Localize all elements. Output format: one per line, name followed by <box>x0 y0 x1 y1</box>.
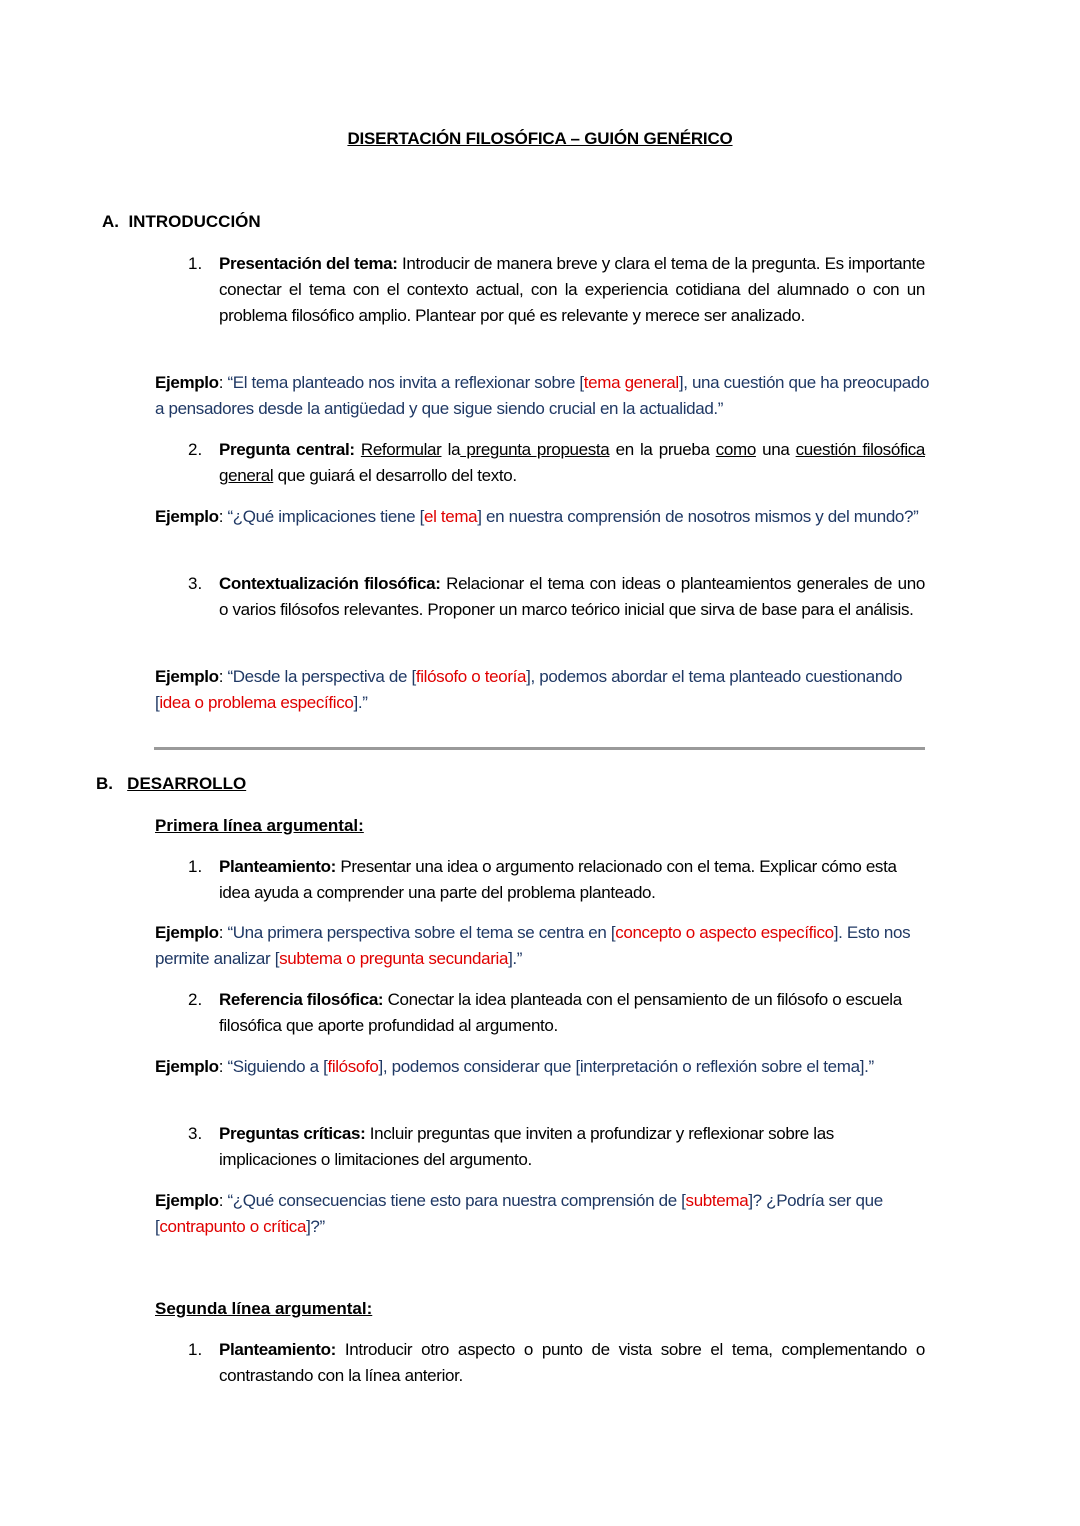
example-text: “¿Qué implicaciones tiene [ <box>227 507 424 526</box>
example-label: Ejemplo <box>155 923 219 942</box>
example-text: ], podemos abordar el tema planteado cuestionando [ <box>155 667 903 712</box>
intro-item-1 <box>188 251 925 329</box>
example-placeholder: filósofo o teoría <box>415 667 527 686</box>
example-text: ]. Esto nos permite analizar [ <box>155 923 911 968</box>
item-label: Planteamiento: <box>219 1340 336 1359</box>
item-number: 3. <box>188 574 203 593</box>
item-number: 2. <box>188 990 203 1009</box>
intro-item-3 <box>188 571 925 623</box>
item-text: Relacionar el tema con ideas o planteamientos generales de uno o varios filósofos relevantes. Proponer un marco teórico inicial que sirva de base para el análisis. <box>219 574 925 619</box>
example-placeholder: tema general <box>583 373 679 392</box>
first-line-heading: Primera línea argumental: <box>155 816 364 835</box>
item-number: 3. <box>188 1124 203 1143</box>
item-text: Conectar la idea planteada con el pensamiento de un filósofo o escuela filosófica que aporte profundidad al argumento. <box>219 990 902 1035</box>
item-text-underlined: Reformular <box>360 440 442 459</box>
section-a-heading <box>102 212 261 232</box>
example-text: “El tema planteado nos invita a reflexionar sobre [ <box>227 373 584 392</box>
example-label: Ejemplo <box>155 373 219 392</box>
example-text: ]? ¿Podría ser que [ <box>155 1191 883 1236</box>
item-text: Incluir preguntas que inviten a profundizar y reflexionar sobre las implicaciones o limitaciones del argumento. <box>219 1124 834 1169</box>
intro-example-2 <box>155 504 930 530</box>
example-colon: : <box>218 1191 228 1210</box>
example-text: “Una primera perspectiva sobre el tema se centra en [ <box>227 923 616 942</box>
item-text: que guiará el desarrollo del texto. <box>273 466 517 485</box>
example-colon: : <box>218 507 228 526</box>
section-b-letter: B. <box>96 774 113 793</box>
item-number: 2. <box>188 440 203 459</box>
example-placeholder: el tema <box>423 507 478 526</box>
section-a-title: INTRODUCCIÓN <box>128 212 261 231</box>
item-label: Referencia filosófica: <box>219 990 384 1009</box>
dev1-example-1 <box>155 920 930 972</box>
item-text: Presentar una idea o argumento relacionado con el tema. Explicar cómo esta idea ayuda a comprender una parte del problema planteado. <box>219 857 897 902</box>
intro-example-3 <box>155 664 930 716</box>
example-colon: : <box>218 923 228 942</box>
example-text: ]?” <box>306 1217 325 1236</box>
dev1-item-1 <box>188 854 925 906</box>
section-b-title: DESARROLLO <box>127 774 247 793</box>
example-text: ], una cuestión que ha preocupado a pensadores desde la antigüedad y que sigue siendo crucial en la actualidad.” <box>155 373 930 418</box>
second-line-heading: Segunda línea argumental: <box>155 1299 373 1318</box>
dev1-item-2 <box>188 987 925 1039</box>
example-label: Ejemplo <box>155 1057 219 1076</box>
example-text: ], podemos considerar que [interpretación o reflexión sobre el tema].” <box>378 1057 874 1076</box>
section-b-heading <box>96 774 246 794</box>
item-text: Introducir otro aspecto o punto de vista sobre el tema, complementando o contrastando con la línea anterior. <box>219 1340 925 1385</box>
item-text: Introducir de manera breve y clara el tema de la pregunta. Es importante conectar el tema con el contexto actual, con la experiencia cotidiana del alumnado o con un problema filosófico amplio. Plantear por qué es relevante y merece ser analizado. <box>219 254 925 325</box>
intro-item-2 <box>188 437 925 489</box>
example-text: ] en nuestra comprensión de nosotros mismos y del mundo?” <box>477 507 919 526</box>
document-title: DISERTACIÓN FILOSÓFICA – GUIÓN GENÉRICO <box>347 129 733 148</box>
example-text: ].” <box>508 949 523 968</box>
example-text: “Desde la perspectiva de [ <box>227 667 416 686</box>
item-number: 1. <box>188 1340 203 1359</box>
item-text: en la prueba <box>609 440 716 459</box>
item-label: Contextualización filosófica: <box>219 574 441 593</box>
example-placeholder: subtema o pregunta secundaria <box>279 949 509 968</box>
item-text-underlined: cuestión filosófica general <box>219 440 925 485</box>
example-placeholder: concepto o aspecto específico <box>615 923 834 942</box>
item-text: una <box>755 440 796 459</box>
item-text-underlined: pregunta propuesta <box>460 440 610 459</box>
example-placeholder: contrapunto o crítica <box>159 1217 307 1236</box>
item-label: Presentación del tema: <box>219 254 398 273</box>
item-label: Preguntas críticas: <box>219 1124 366 1143</box>
example-text: ].” <box>353 693 368 712</box>
example-colon: : <box>218 667 228 686</box>
example-placeholder: idea o problema específico <box>159 693 354 712</box>
example-text: “¿Qué consecuencias tiene esto para nuestra comprensión de [ <box>227 1191 686 1210</box>
dev1-example-2 <box>155 1054 930 1080</box>
example-label: Ejemplo <box>155 1191 219 1210</box>
example-placeholder: subtema <box>685 1191 749 1210</box>
example-text: “Siguiendo a [ <box>227 1057 328 1076</box>
intro-example-1 <box>155 370 930 422</box>
item-number: 1. <box>188 857 203 876</box>
item-number: 1. <box>188 254 203 273</box>
item-label: Pregunta central: <box>219 440 355 459</box>
example-label: Ejemplo <box>155 667 219 686</box>
section-divider <box>154 747 925 750</box>
dev1-example-3 <box>155 1188 930 1240</box>
dev1-item-3 <box>188 1121 925 1173</box>
example-colon: : <box>218 1057 228 1076</box>
dev2-item-1 <box>188 1337 925 1389</box>
section-a-letter: A. <box>102 212 119 231</box>
example-colon: : <box>218 373 228 392</box>
example-placeholder: filósofo <box>327 1057 379 1076</box>
item-label: Planteamiento: <box>219 857 336 876</box>
item-text: la <box>441 440 461 459</box>
item-text-underlined: como <box>715 440 756 459</box>
example-label: Ejemplo <box>155 507 219 526</box>
